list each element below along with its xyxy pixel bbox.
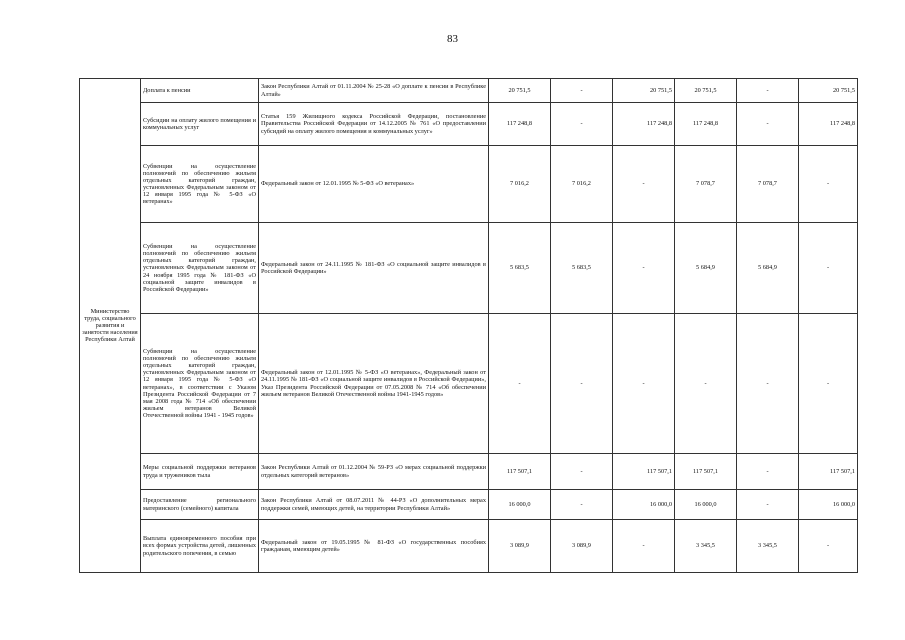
value-cell: 117 507,1	[675, 454, 737, 490]
value-cell: 3 089,9	[489, 520, 551, 573]
ministry-cell: Министерство труда, социального развития и занятости населения Республики Алтай	[80, 79, 141, 573]
table-row	[80, 79, 858, 103]
value-cell: -	[675, 314, 737, 454]
table-row	[80, 520, 858, 573]
value-cell: -	[799, 520, 858, 573]
value-cell: 20 751,5	[799, 79, 858, 103]
measure-cell: Субвенции на осуществление полномочий по обеспечению жильем отдельных категорий граждан, установленных Федеральным законом от 12 января 1995 года № 5-ФЗ «О ветеранах», в соответствии с Указом Президента Российской Федерации от 7 мая 2008 года № 714 «Об обеспечении жильем ветеранов Великой Отечественной войны 1941 - 1945 годов»	[141, 314, 259, 454]
table-row	[80, 490, 858, 520]
table-row	[80, 223, 858, 314]
measure-cell: Субсидии на оплату жилого помещения и коммунальных услуг	[141, 103, 259, 146]
value-cell: 5 683,5	[489, 223, 551, 314]
value-cell: 117 248,8	[675, 103, 737, 146]
law-cell: Закон Республики Алтай от 08.07.2011 № 44-РЗ «О дополнительных мерах поддержки семей, имеющих детей, на территории Республики Алтай»	[259, 490, 489, 520]
value-cell: 5 684,9	[675, 223, 737, 314]
value-cell: 5 684,9	[737, 223, 799, 314]
measure-cell: Субвенции на осуществление полномочий по обеспечению жильем отдельных категорий граждан, установленных Федеральным законом от 12 января 1995 года № 5-ФЗ «О ветеранах»	[141, 146, 259, 223]
budget-table	[79, 78, 858, 573]
table-row	[80, 103, 858, 146]
table-row	[80, 314, 858, 454]
value-cell: 3 089,9	[551, 520, 613, 573]
value-cell: 20 751,5	[613, 79, 675, 103]
value-cell: -	[551, 490, 613, 520]
law-cell: Федеральный закон от 19.05.1995 № 81-ФЗ «О государственных пособиях гражданам, имеющим детей»	[259, 520, 489, 573]
page-number: 83	[447, 33, 458, 45]
value-cell: -	[613, 223, 675, 314]
value-cell: -	[489, 314, 551, 454]
value-cell: -	[799, 314, 858, 454]
value-cell: 117 507,1	[613, 454, 675, 490]
value-cell: -	[799, 146, 858, 223]
value-cell: 16 000,0	[675, 490, 737, 520]
value-cell: 16 000,0	[613, 490, 675, 520]
value-cell: 117 507,1	[489, 454, 551, 490]
value-cell: -	[737, 79, 799, 103]
value-cell: -	[613, 520, 675, 573]
table-row	[80, 454, 858, 490]
value-cell: 20 751,5	[489, 79, 551, 103]
value-cell: 117 507,1	[799, 454, 858, 490]
value-cell: 7 078,7	[675, 146, 737, 223]
law-cell: Закон Республики Алтай от 01.11.2004 № 25-28 «О доплате к пенсии в Республике Алтай»	[259, 79, 489, 103]
value-cell: -	[551, 79, 613, 103]
measure-cell: Доплата к пенсии	[141, 79, 259, 103]
value-cell: -	[613, 146, 675, 223]
value-cell: -	[737, 314, 799, 454]
law-cell: Закон Республики Алтай от 01.12.2004 № 59-РЗ «О мерах социальной поддержки отдельных категорий ветеранов»	[259, 454, 489, 490]
measure-cell: Предоставление регионального материнского (семейного) капитала	[141, 490, 259, 520]
value-cell: 117 248,8	[799, 103, 858, 146]
value-cell: -	[737, 490, 799, 520]
value-cell: 117 248,8	[613, 103, 675, 146]
value-cell: 7 016,2	[489, 146, 551, 223]
law-cell: Федеральный закон от 24.11.1995 № 181-ФЗ «О социальной защите инвалидов в Российской Федерации»	[259, 223, 489, 314]
value-cell: 117 248,8	[489, 103, 551, 146]
value-cell: -	[737, 103, 799, 146]
value-cell: -	[551, 103, 613, 146]
value-cell: 3 345,5	[675, 520, 737, 573]
value-cell: 16 000,0	[489, 490, 551, 520]
value-cell: -	[613, 314, 675, 454]
value-cell: -	[551, 454, 613, 490]
law-cell: Федеральный закон от 12.01.1995 № 5-ФЗ «О ветеранах»	[259, 146, 489, 223]
measure-cell: Субвенции на осуществление полномочий по обеспечению жильем отдельных категорий граждан, установленных Федеральным законом от 24 ноября 1995 года № 181-ФЗ «О социальной защите инвалидов в Российской Федерации»	[141, 223, 259, 314]
value-cell: -	[737, 454, 799, 490]
value-cell: 20 751,5	[675, 79, 737, 103]
value-cell: 7 016,2	[551, 146, 613, 223]
table-row	[80, 146, 858, 223]
value-cell: 7 078,7	[737, 146, 799, 223]
law-cell: Статья 159 Жилищного кодекса Российской Федерации, постановление Правительства Российской Федерации от 14.12.2005 № 761 «О предоставлении субсидий на оплату жилого помещения и коммунальных услуг»	[259, 103, 489, 146]
value-cell: -	[799, 223, 858, 314]
law-cell: Федеральный закон от 12.01.1995 № 5-ФЗ «О ветеранах», Федеральный закон от 24.11.1995 № 181-ФЗ «О социальной защите инвалидов в Российской Федерации», Указ Президента Российской Федерации от 07.05.2008 № 714 «Об обеспечении жильем ветеранов Великой Отечественной войны 1941-1945 годов»	[259, 314, 489, 454]
value-cell: -	[551, 314, 613, 454]
measure-cell: Меры социальной поддержки ветеранов труда и тружеников тыла	[141, 454, 259, 490]
measure-cell: Выплата единовременного пособия при всех формах устройства детей, лишенных родительского попечения, в семью	[141, 520, 259, 573]
value-cell: 3 345,5	[737, 520, 799, 573]
value-cell: 16 000,0	[799, 490, 858, 520]
value-cell: 5 683,5	[551, 223, 613, 314]
